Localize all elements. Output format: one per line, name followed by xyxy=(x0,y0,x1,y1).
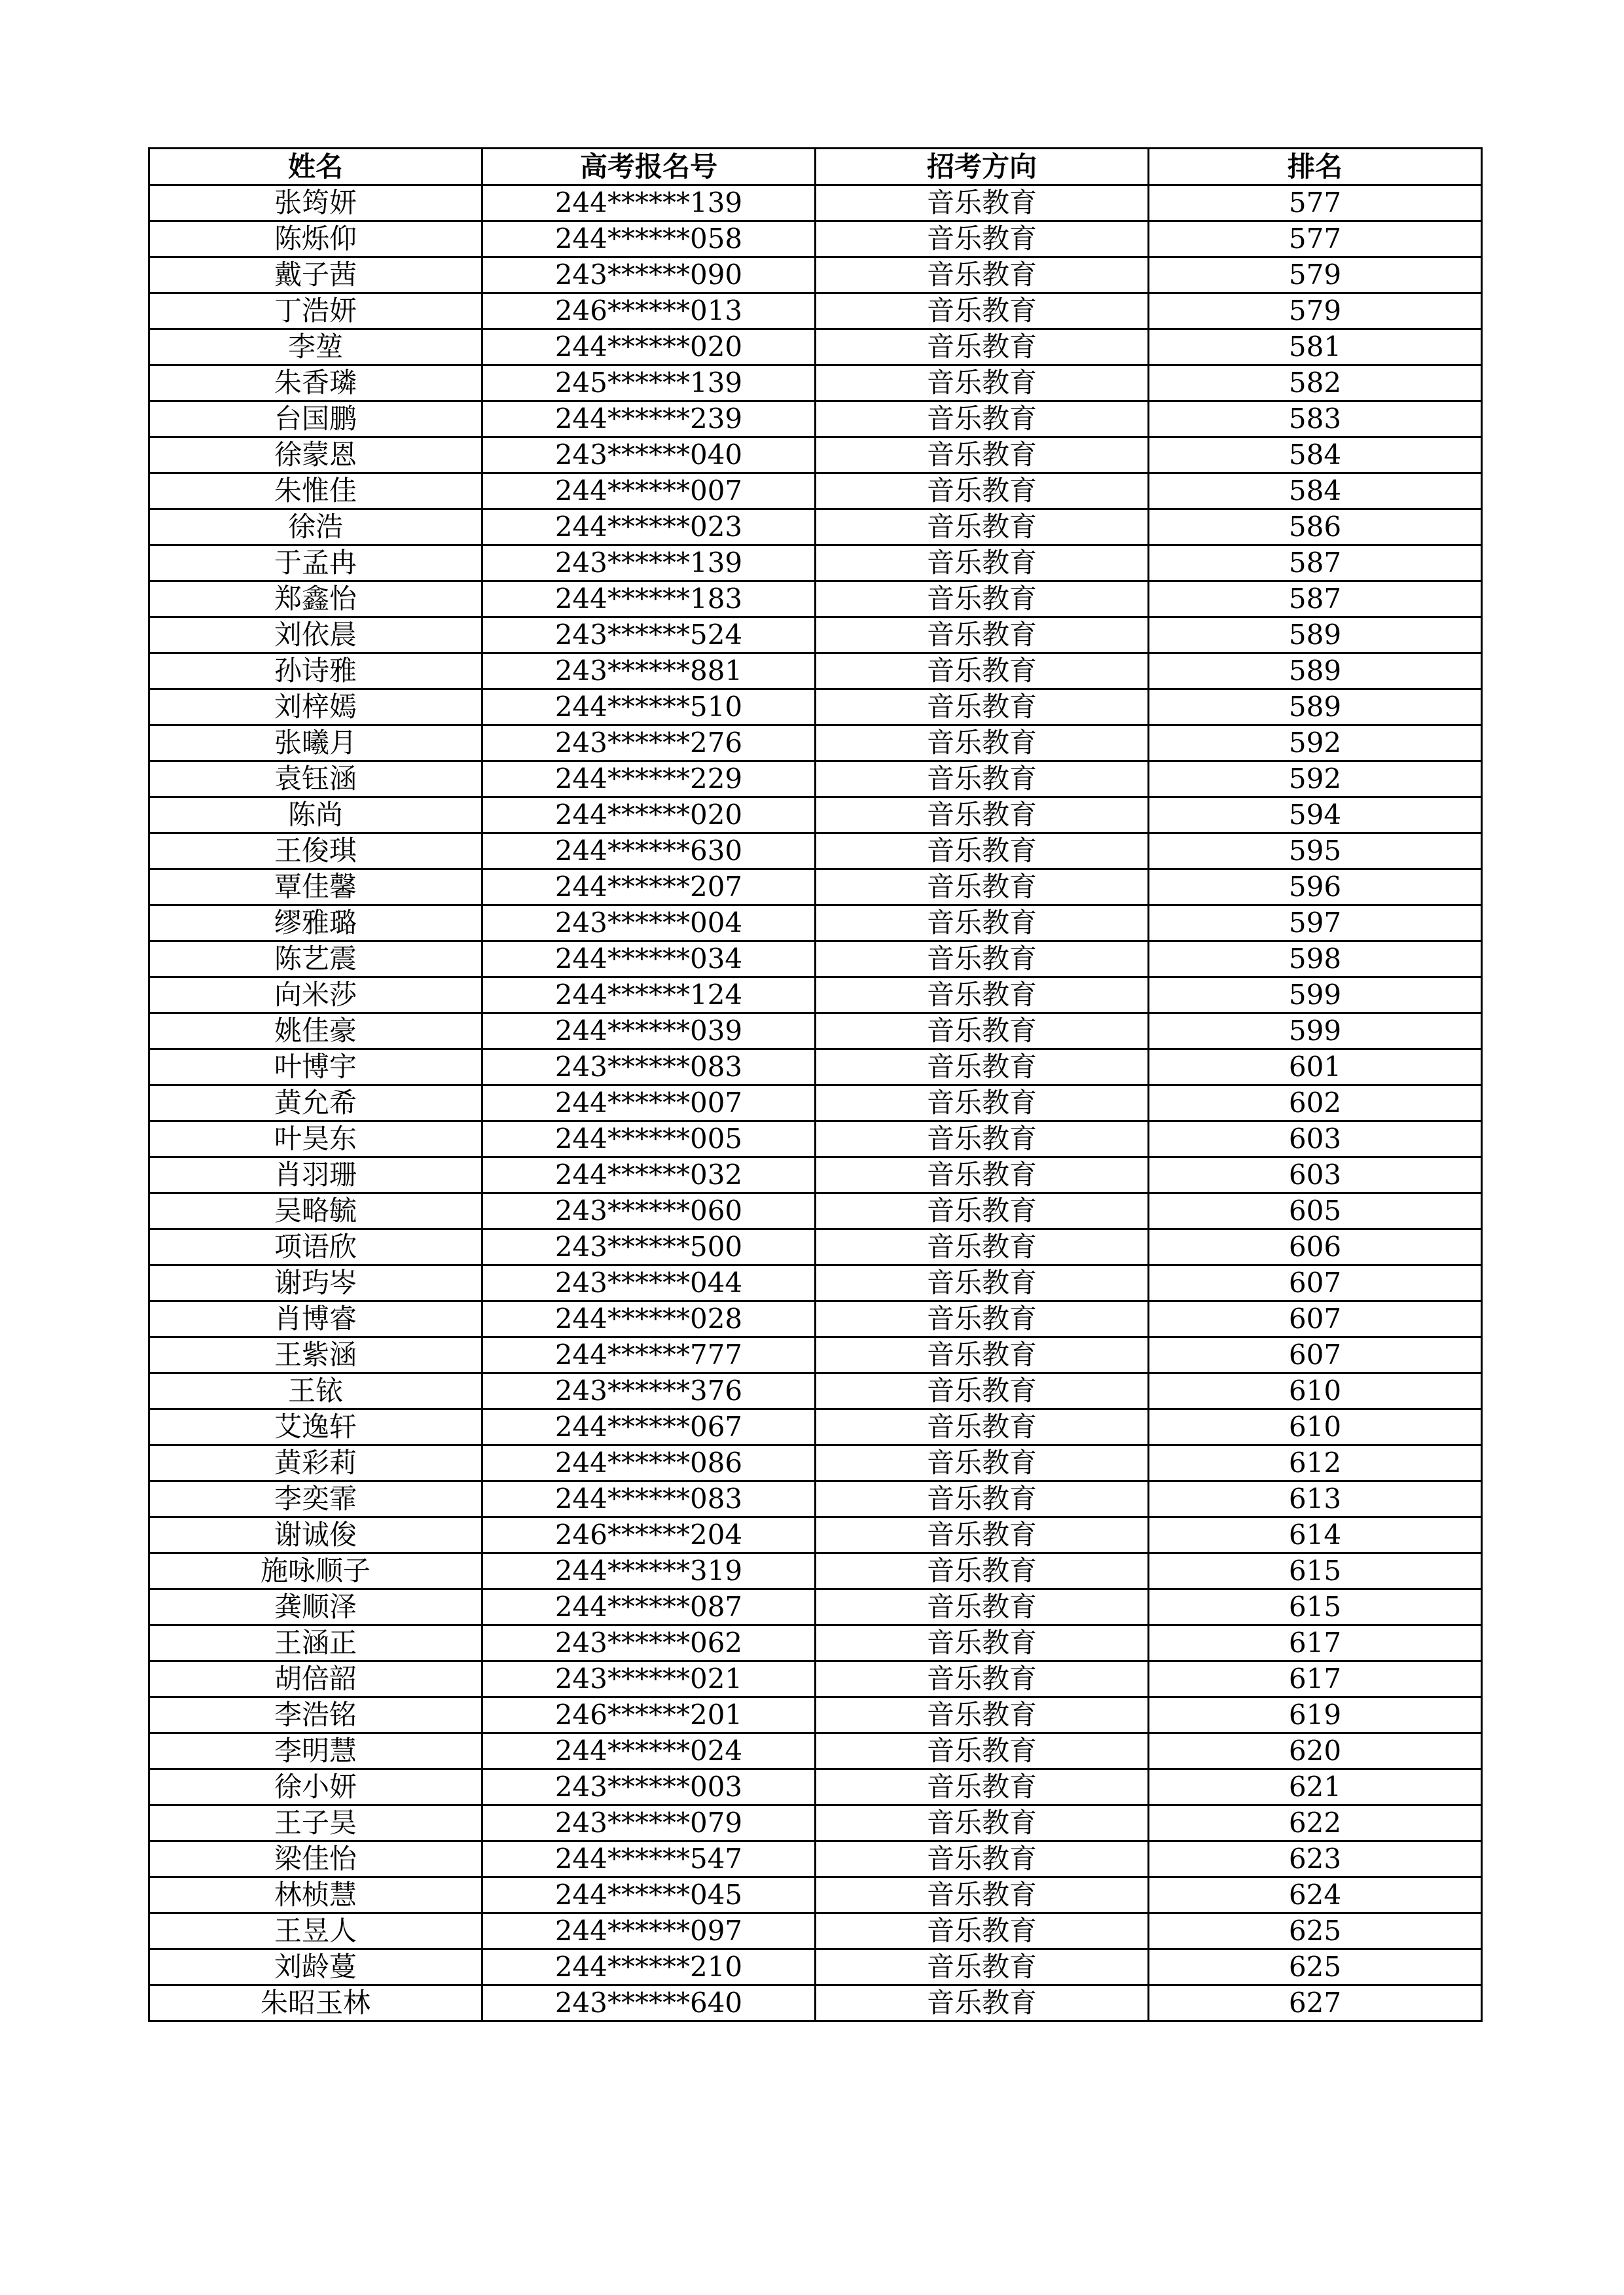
cell-direction: 音乐教育 xyxy=(816,329,1149,365)
cell-rank: 619 xyxy=(1149,1697,1482,1733)
cell-rank: 577 xyxy=(1149,221,1482,257)
table-row xyxy=(149,1517,1482,1553)
cell-direction: 音乐教育 xyxy=(816,1625,1149,1661)
ranking-table xyxy=(148,147,1483,2022)
cell-registration-number: 244******086 xyxy=(482,1445,816,1481)
cell-direction: 音乐教育 xyxy=(816,221,1149,257)
cell-direction: 音乐教育 xyxy=(816,473,1149,509)
cell-name: 王铱 xyxy=(149,1373,482,1409)
cell-direction: 音乐教育 xyxy=(816,365,1149,401)
table-row xyxy=(149,1985,1482,2021)
table-row xyxy=(149,1157,1482,1193)
cell-direction: 音乐教育 xyxy=(816,761,1149,797)
cell-registration-number: 244******032 xyxy=(482,1157,816,1193)
cell-rank: 597 xyxy=(1149,905,1482,941)
cell-direction: 音乐教育 xyxy=(816,1157,1149,1193)
cell-name: 陈烁仰 xyxy=(149,221,482,257)
cell-rank: 579 xyxy=(1149,257,1482,293)
cell-name: 项语欣 xyxy=(149,1229,482,1265)
cell-rank: 605 xyxy=(1149,1193,1482,1229)
table-row xyxy=(149,977,1482,1013)
table-row xyxy=(149,509,1482,545)
cell-name: 陈尚 xyxy=(149,797,482,833)
cell-direction: 音乐教育 xyxy=(816,1409,1149,1445)
cell-registration-number: 244******039 xyxy=(482,1013,816,1049)
cell-rank: 584 xyxy=(1149,437,1482,473)
cell-direction: 音乐教育 xyxy=(816,1193,1149,1229)
cell-registration-number: 246******204 xyxy=(482,1517,816,1553)
table-body xyxy=(149,185,1482,2021)
cell-registration-number: 244******083 xyxy=(482,1481,816,1517)
cell-rank: 592 xyxy=(1149,725,1482,761)
cell-direction: 音乐教育 xyxy=(816,257,1149,293)
cell-name: 谢诚俊 xyxy=(149,1517,482,1553)
cell-rank: 589 xyxy=(1149,689,1482,725)
cell-direction: 音乐教育 xyxy=(816,1373,1149,1409)
table-row xyxy=(149,725,1482,761)
cell-direction: 音乐教育 xyxy=(816,1049,1149,1085)
cell-name: 肖博睿 xyxy=(149,1301,482,1337)
cell-direction: 音乐教育 xyxy=(816,653,1149,689)
table-row xyxy=(149,1805,1482,1841)
cell-name: 张筠妍 xyxy=(149,185,482,221)
cell-name: 梁佳怡 xyxy=(149,1841,482,1877)
cell-name: 黄彩莉 xyxy=(149,1445,482,1481)
cell-rank: 623 xyxy=(1149,1841,1482,1877)
cell-name: 朱香璘 xyxy=(149,365,482,401)
table-row xyxy=(149,329,1482,365)
table-row xyxy=(149,1481,1482,1517)
cell-rank: 607 xyxy=(1149,1265,1482,1301)
table-row xyxy=(149,761,1482,797)
cell-registration-number: 244******007 xyxy=(482,473,816,509)
table-row xyxy=(149,581,1482,617)
table-row xyxy=(149,797,1482,833)
cell-registration-number: 244******005 xyxy=(482,1121,816,1157)
cell-rank: 603 xyxy=(1149,1157,1482,1193)
cell-registration-number: 244******045 xyxy=(482,1877,816,1913)
header-rank: 排名 xyxy=(1149,149,1482,185)
cell-rank: 627 xyxy=(1149,1985,1482,2021)
cell-direction: 音乐教育 xyxy=(816,1949,1149,1985)
cell-registration-number: 243******083 xyxy=(482,1049,816,1085)
cell-direction: 音乐教育 xyxy=(816,869,1149,905)
table-row xyxy=(149,1697,1482,1733)
table-row xyxy=(149,941,1482,977)
table-row xyxy=(149,365,1482,401)
cell-name: 台国鹏 xyxy=(149,401,482,437)
cell-registration-number: 244******777 xyxy=(482,1337,816,1373)
cell-name: 王子昊 xyxy=(149,1805,482,1841)
cell-name: 朱昭玉林 xyxy=(149,1985,482,2021)
cell-name: 刘龄蔓 xyxy=(149,1949,482,1985)
cell-direction: 音乐教育 xyxy=(816,1985,1149,2021)
table-row xyxy=(149,1229,1482,1265)
cell-direction: 音乐教育 xyxy=(816,1805,1149,1841)
cell-registration-number: 244******087 xyxy=(482,1589,816,1625)
table-row xyxy=(149,1013,1482,1049)
cell-registration-number: 244******547 xyxy=(482,1841,816,1877)
cell-registration-number: 243******021 xyxy=(482,1661,816,1697)
cell-rank: 617 xyxy=(1149,1625,1482,1661)
cell-rank: 594 xyxy=(1149,797,1482,833)
table-row xyxy=(149,689,1482,725)
table-row xyxy=(149,401,1482,437)
cell-rank: 577 xyxy=(1149,185,1482,221)
cell-registration-number: 243******500 xyxy=(482,1229,816,1265)
cell-name: 徐蒙恩 xyxy=(149,437,482,473)
cell-registration-number: 243******376 xyxy=(482,1373,816,1409)
cell-rank: 621 xyxy=(1149,1769,1482,1805)
cell-registration-number: 244******024 xyxy=(482,1733,816,1769)
cell-name: 缪雅璐 xyxy=(149,905,482,941)
cell-registration-number: 243******044 xyxy=(482,1265,816,1301)
cell-registration-number: 243******003 xyxy=(482,1769,816,1805)
cell-registration-number: 243******079 xyxy=(482,1805,816,1841)
cell-direction: 音乐教育 xyxy=(816,1877,1149,1913)
cell-rank: 582 xyxy=(1149,365,1482,401)
cell-name: 徐小妍 xyxy=(149,1769,482,1805)
cell-rank: 596 xyxy=(1149,869,1482,905)
cell-direction: 音乐教育 xyxy=(816,1589,1149,1625)
cell-name: 王涵正 xyxy=(149,1625,482,1661)
cell-registration-number: 244******124 xyxy=(482,977,816,1013)
cell-name: 李奕霏 xyxy=(149,1481,482,1517)
cell-registration-number: 244******229 xyxy=(482,761,816,797)
cell-direction: 音乐教育 xyxy=(816,1733,1149,1769)
table-row xyxy=(149,869,1482,905)
cell-rank: 624 xyxy=(1149,1877,1482,1913)
cell-registration-number: 244******020 xyxy=(482,797,816,833)
table-row xyxy=(149,905,1482,941)
table-row xyxy=(149,221,1482,257)
cell-registration-number: 244******034 xyxy=(482,941,816,977)
table-row xyxy=(149,1733,1482,1769)
cell-direction: 音乐教育 xyxy=(816,1661,1149,1697)
cell-direction: 音乐教育 xyxy=(816,185,1149,221)
cell-name: 姚佳豪 xyxy=(149,1013,482,1049)
table-row xyxy=(149,1625,1482,1661)
cell-rank: 617 xyxy=(1149,1661,1482,1697)
header-row xyxy=(149,149,1482,185)
cell-name: 戴子茜 xyxy=(149,257,482,293)
cell-rank: 589 xyxy=(1149,653,1482,689)
table-row xyxy=(149,1193,1482,1229)
cell-direction: 音乐教育 xyxy=(816,1337,1149,1373)
cell-name: 于孟冉 xyxy=(149,545,482,581)
cell-rank: 612 xyxy=(1149,1445,1482,1481)
table-row xyxy=(149,1589,1482,1625)
table-row xyxy=(149,1769,1482,1805)
cell-name: 艾逸轩 xyxy=(149,1409,482,1445)
table-row xyxy=(149,473,1482,509)
cell-direction: 音乐教育 xyxy=(816,905,1149,941)
cell-name: 王紫涵 xyxy=(149,1337,482,1373)
cell-direction: 音乐教育 xyxy=(816,1841,1149,1877)
cell-registration-number: 244******020 xyxy=(482,329,816,365)
cell-name: 丁浩妍 xyxy=(149,293,482,329)
cell-direction: 音乐教育 xyxy=(816,1517,1149,1553)
cell-rank: 595 xyxy=(1149,833,1482,869)
table-row xyxy=(149,1661,1482,1697)
table-row xyxy=(149,1085,1482,1121)
cell-registration-number: 244******207 xyxy=(482,869,816,905)
cell-registration-number: 246******013 xyxy=(482,293,816,329)
cell-direction: 音乐教育 xyxy=(816,1229,1149,1265)
cell-direction: 音乐教育 xyxy=(816,1085,1149,1121)
cell-rank: 613 xyxy=(1149,1481,1482,1517)
cell-registration-number: 244******028 xyxy=(482,1301,816,1337)
table-row xyxy=(149,437,1482,473)
cell-rank: 614 xyxy=(1149,1517,1482,1553)
cell-registration-number: 243******139 xyxy=(482,545,816,581)
table-row xyxy=(149,1553,1482,1589)
table-row xyxy=(149,1841,1482,1877)
header-registration-number: 高考报名号 xyxy=(482,149,816,185)
cell-rank: 607 xyxy=(1149,1337,1482,1373)
cell-registration-number: 244******139 xyxy=(482,185,816,221)
cell-name: 吴略毓 xyxy=(149,1193,482,1229)
cell-registration-number: 243******090 xyxy=(482,257,816,293)
table-row xyxy=(149,1049,1482,1085)
table-row xyxy=(149,1337,1482,1373)
table-row xyxy=(149,833,1482,869)
cell-registration-number: 244******067 xyxy=(482,1409,816,1445)
cell-rank: 607 xyxy=(1149,1301,1482,1337)
table-row xyxy=(149,1121,1482,1157)
cell-direction: 音乐教育 xyxy=(816,689,1149,725)
cell-registration-number: 244******630 xyxy=(482,833,816,869)
cell-rank: 601 xyxy=(1149,1049,1482,1085)
cell-registration-number: 244******097 xyxy=(482,1913,816,1949)
cell-direction: 音乐教育 xyxy=(816,617,1149,653)
cell-registration-number: 243******060 xyxy=(482,1193,816,1229)
cell-direction: 音乐教育 xyxy=(816,833,1149,869)
table-row xyxy=(149,617,1482,653)
cell-registration-number: 245******139 xyxy=(482,365,816,401)
cell-direction: 音乐教育 xyxy=(816,401,1149,437)
header-direction: 招考方向 xyxy=(816,149,1149,185)
cell-name: 袁钰涵 xyxy=(149,761,482,797)
cell-registration-number: 244******210 xyxy=(482,1949,816,1985)
cell-direction: 音乐教育 xyxy=(816,1445,1149,1481)
cell-name: 朱惟佳 xyxy=(149,473,482,509)
cell-direction: 音乐教育 xyxy=(816,581,1149,617)
cell-rank: 606 xyxy=(1149,1229,1482,1265)
table-row xyxy=(149,1913,1482,1949)
cell-registration-number: 244******239 xyxy=(482,401,816,437)
cell-registration-number: 244******183 xyxy=(482,581,816,617)
cell-name: 叶昊东 xyxy=(149,1121,482,1157)
cell-direction: 音乐教育 xyxy=(816,1913,1149,1949)
table-row xyxy=(149,1409,1482,1445)
cell-name: 施咏顺子 xyxy=(149,1553,482,1589)
cell-name: 刘依晨 xyxy=(149,617,482,653)
cell-name: 王俊琪 xyxy=(149,833,482,869)
cell-name: 胡倍韶 xyxy=(149,1661,482,1697)
cell-registration-number: 246******201 xyxy=(482,1697,816,1733)
cell-rank: 589 xyxy=(1149,617,1482,653)
cell-name: 谢玙岑 xyxy=(149,1265,482,1301)
cell-registration-number: 243******276 xyxy=(482,725,816,761)
cell-registration-number: 244******319 xyxy=(482,1553,816,1589)
table-row xyxy=(149,1265,1482,1301)
table-row xyxy=(149,185,1482,221)
cell-rank: 610 xyxy=(1149,1409,1482,1445)
cell-name: 陈艺震 xyxy=(149,941,482,977)
cell-name: 黄允希 xyxy=(149,1085,482,1121)
cell-rank: 625 xyxy=(1149,1949,1482,1985)
cell-name: 覃佳馨 xyxy=(149,869,482,905)
cell-registration-number: 243******640 xyxy=(482,1985,816,2021)
cell-direction: 音乐教育 xyxy=(816,1697,1149,1733)
cell-rank: 587 xyxy=(1149,581,1482,617)
cell-direction: 音乐教育 xyxy=(816,1553,1149,1589)
cell-direction: 音乐教育 xyxy=(816,977,1149,1013)
cell-name: 刘梓嫣 xyxy=(149,689,482,725)
cell-registration-number: 244******058 xyxy=(482,221,816,257)
cell-name: 徐浩 xyxy=(149,509,482,545)
cell-registration-number: 243******524 xyxy=(482,617,816,653)
cell-name: 王昱人 xyxy=(149,1913,482,1949)
cell-registration-number: 244******023 xyxy=(482,509,816,545)
cell-direction: 音乐教育 xyxy=(816,1013,1149,1049)
cell-rank: 579 xyxy=(1149,293,1482,329)
cell-rank: 587 xyxy=(1149,545,1482,581)
table-row xyxy=(149,1373,1482,1409)
cell-direction: 音乐教育 xyxy=(816,1265,1149,1301)
cell-name: 郑鑫怡 xyxy=(149,581,482,617)
cell-name: 孙诗雅 xyxy=(149,653,482,689)
cell-direction: 音乐教育 xyxy=(816,797,1149,833)
cell-registration-number: 243******040 xyxy=(482,437,816,473)
table-row xyxy=(149,1877,1482,1913)
cell-rank: 581 xyxy=(1149,329,1482,365)
table-row xyxy=(149,1301,1482,1337)
header-name: 姓名 xyxy=(149,149,482,185)
cell-registration-number: 243******881 xyxy=(482,653,816,689)
cell-name: 李明慧 xyxy=(149,1733,482,1769)
cell-rank: 599 xyxy=(1149,977,1482,1013)
cell-direction: 音乐教育 xyxy=(816,545,1149,581)
cell-direction: 音乐教育 xyxy=(816,725,1149,761)
cell-rank: 610 xyxy=(1149,1373,1482,1409)
cell-registration-number: 243******062 xyxy=(482,1625,816,1661)
table-row xyxy=(149,293,1482,329)
cell-name: 张曦月 xyxy=(149,725,482,761)
cell-name: 李浩铭 xyxy=(149,1697,482,1733)
cell-direction: 音乐教育 xyxy=(816,1481,1149,1517)
cell-rank: 603 xyxy=(1149,1121,1482,1157)
cell-rank: 602 xyxy=(1149,1085,1482,1121)
table-row xyxy=(149,653,1482,689)
cell-rank: 584 xyxy=(1149,473,1482,509)
cell-rank: 615 xyxy=(1149,1589,1482,1625)
cell-rank: 592 xyxy=(1149,761,1482,797)
cell-name: 林桢慧 xyxy=(149,1877,482,1913)
cell-rank: 620 xyxy=(1149,1733,1482,1769)
cell-registration-number: 243******004 xyxy=(482,905,816,941)
cell-direction: 音乐教育 xyxy=(816,941,1149,977)
cell-direction: 音乐教育 xyxy=(816,1769,1149,1805)
table-row xyxy=(149,545,1482,581)
cell-name: 叶博宇 xyxy=(149,1049,482,1085)
cell-registration-number: 244******007 xyxy=(482,1085,816,1121)
cell-name: 肖羽珊 xyxy=(149,1157,482,1193)
cell-name: 李堃 xyxy=(149,329,482,365)
cell-direction: 音乐教育 xyxy=(816,293,1149,329)
cell-rank: 615 xyxy=(1149,1553,1482,1589)
cell-direction: 音乐教育 xyxy=(816,1301,1149,1337)
cell-direction: 音乐教育 xyxy=(816,437,1149,473)
cell-registration-number: 244******510 xyxy=(482,689,816,725)
cell-name: 龚顺泽 xyxy=(149,1589,482,1625)
table-row xyxy=(149,257,1482,293)
cell-rank: 625 xyxy=(1149,1913,1482,1949)
cell-rank: 599 xyxy=(1149,1013,1482,1049)
cell-direction: 音乐教育 xyxy=(816,509,1149,545)
table-row xyxy=(149,1949,1482,1985)
cell-direction: 音乐教育 xyxy=(816,1121,1149,1157)
cell-rank: 583 xyxy=(1149,401,1482,437)
cell-rank: 598 xyxy=(1149,941,1482,977)
cell-name: 向米莎 xyxy=(149,977,482,1013)
cell-rank: 622 xyxy=(1149,1805,1482,1841)
table-row xyxy=(149,1445,1482,1481)
cell-rank: 586 xyxy=(1149,509,1482,545)
